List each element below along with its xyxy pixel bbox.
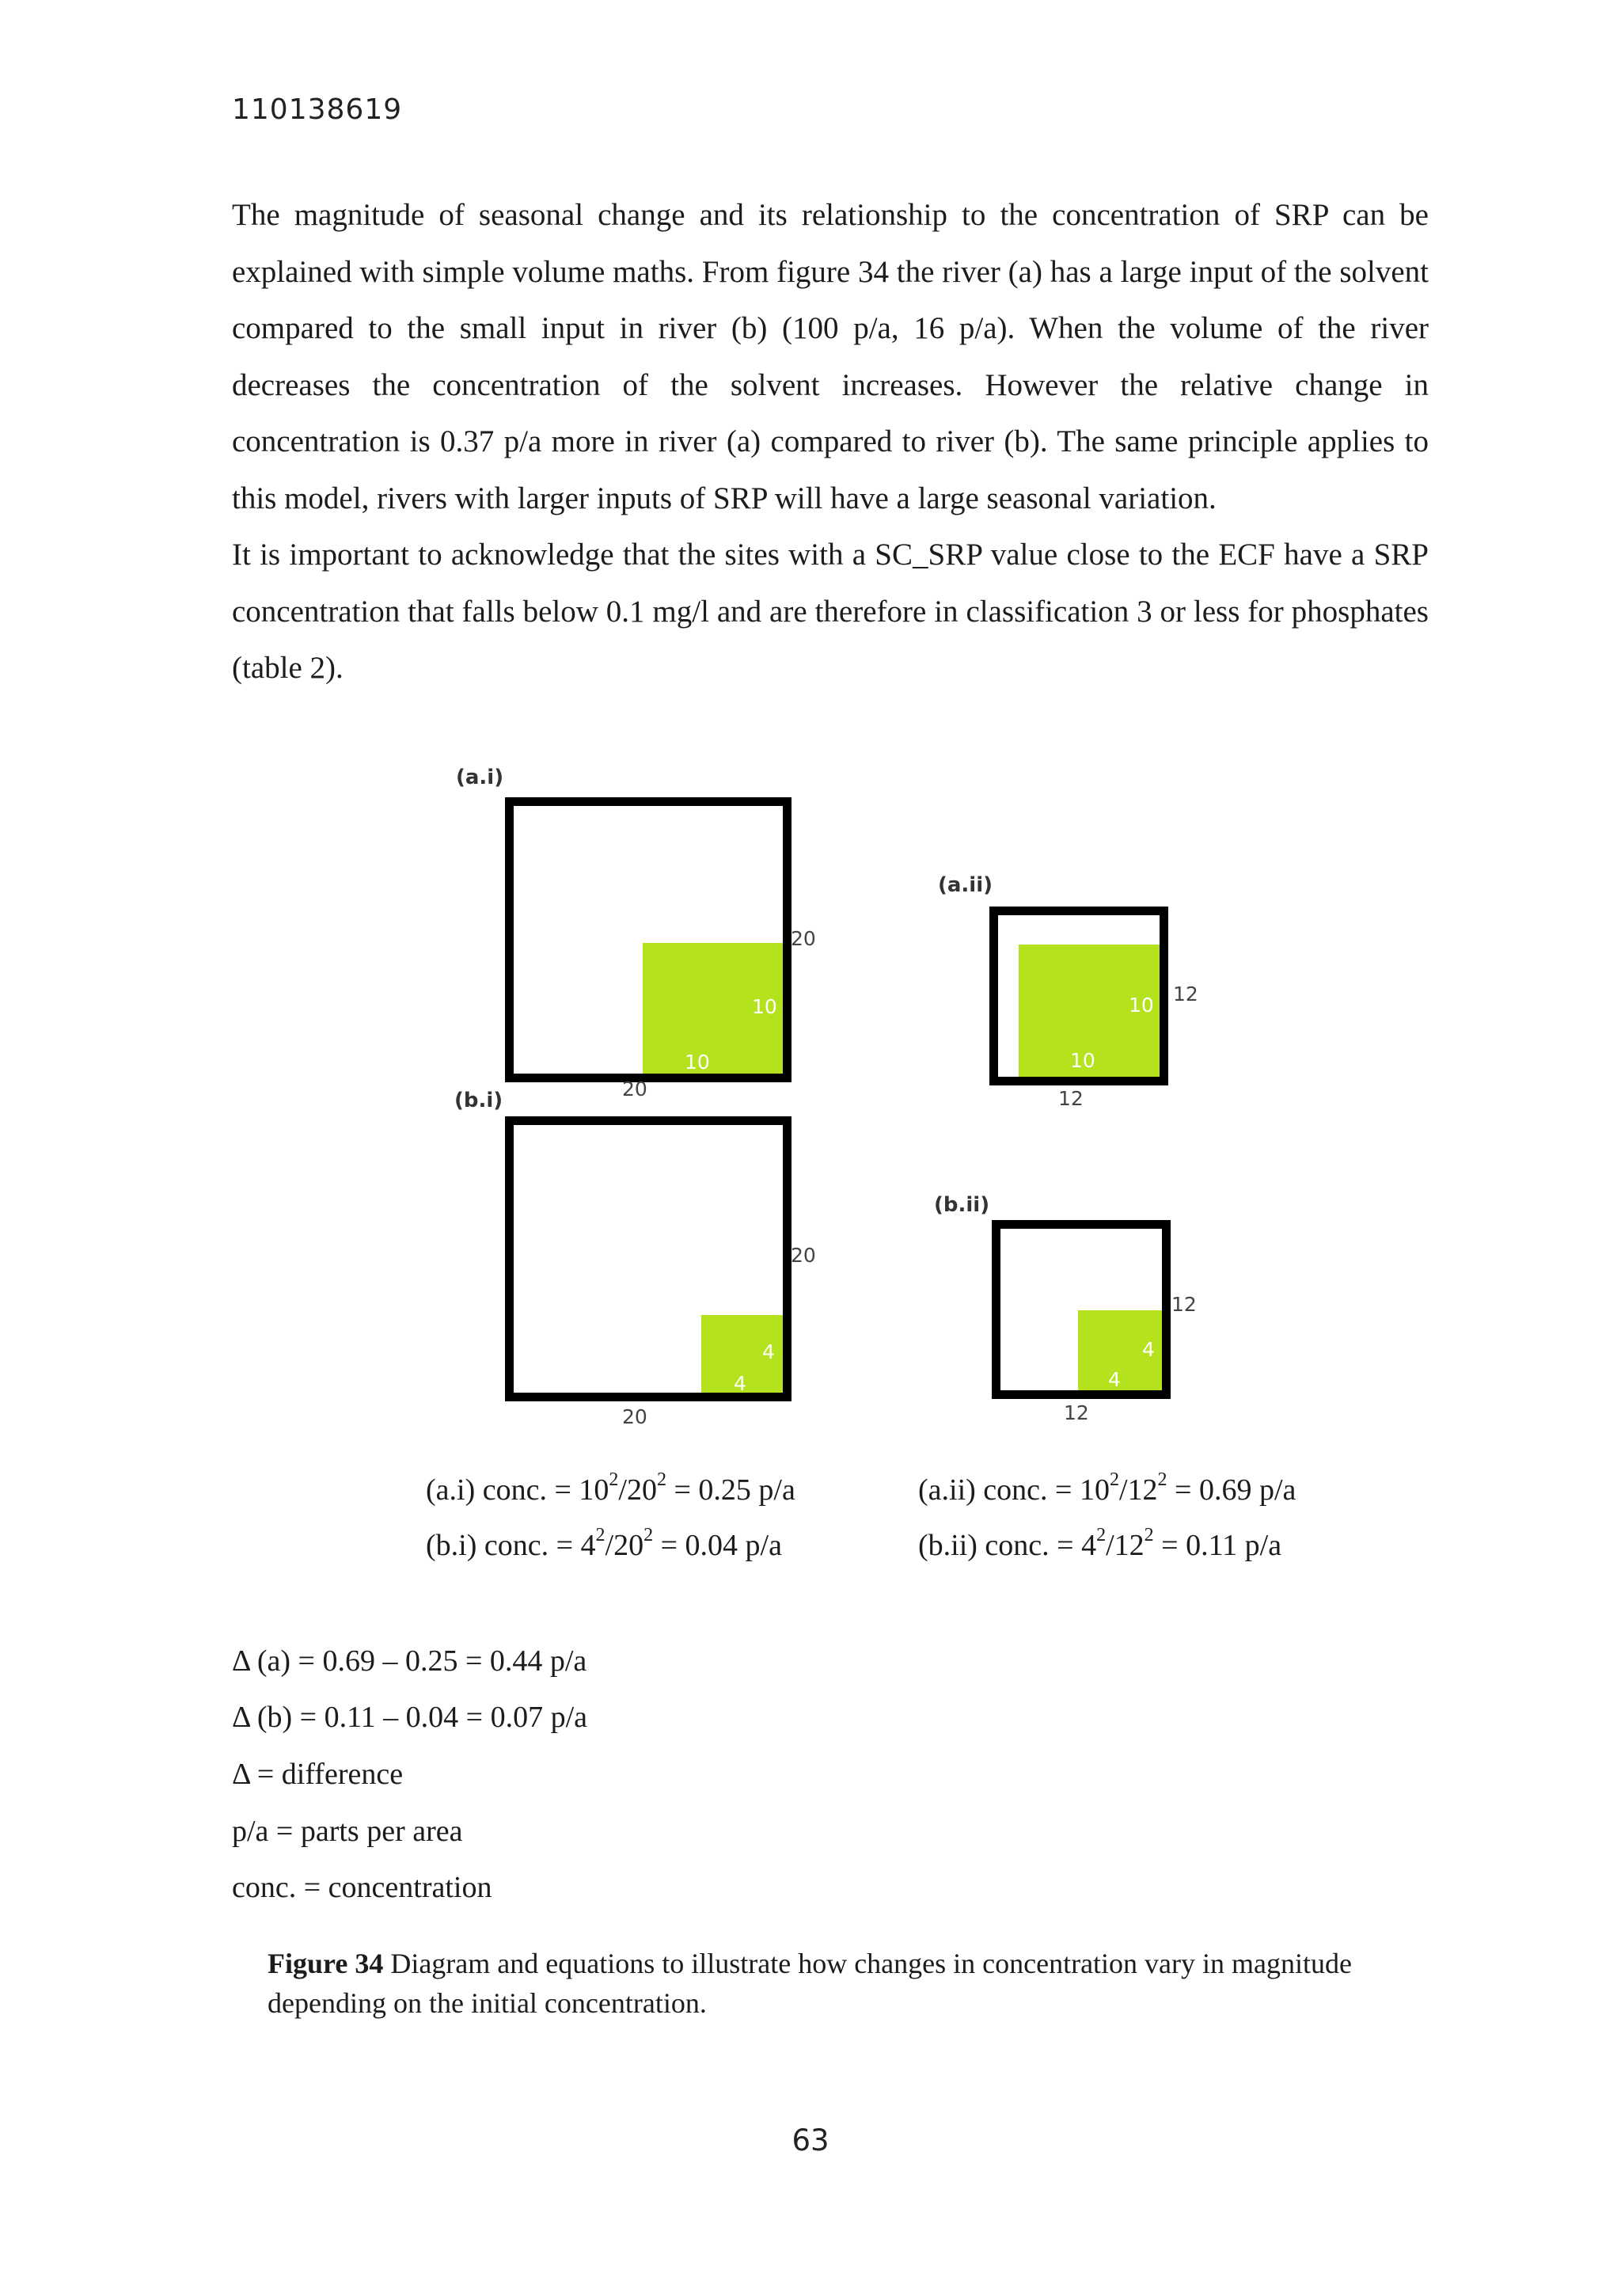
- outer-side-label-b-ii: 12: [1171, 1293, 1197, 1316]
- panel-label-b-ii: (b.ii): [934, 1193, 990, 1217]
- panel-label-a-ii: (a.ii): [938, 873, 993, 897]
- conc-definition: conc. = concentration: [232, 1871, 492, 1904]
- outer-bottom-label-a-ii: 12: [1058, 1087, 1084, 1110]
- inner-side-label-b-i: 4: [762, 1340, 775, 1363]
- caption-text: Diagram and equations to illustrate how changes in concentration vary in magnitude depending on the initial concentration.: [268, 1948, 1352, 2019]
- inner-bottom-label-a-i: 10: [685, 1051, 710, 1074]
- body-text: [232, 187, 1429, 697]
- inner-side-label-b-ii: 4: [1142, 1338, 1155, 1361]
- outer-bottom-label-b-ii: 12: [1064, 1401, 1089, 1424]
- inner-bottom-label-b-ii: 4: [1108, 1368, 1121, 1391]
- equation-b-ii: (b.ii) conc. = $4^2/12^2 = 0.11$ p/a: [918, 1525, 1282, 1562]
- inner-bottom-label-b-i: 4: [734, 1372, 746, 1395]
- panel-label-a-i: (a.i): [456, 766, 504, 789]
- page-number: 63: [792, 2123, 829, 2157]
- inner-side-label-a-ii: 10: [1129, 994, 1154, 1017]
- outer-bottom-label-b-i: 20: [622, 1405, 647, 1428]
- inner-side-label-a-i: 10: [752, 995, 777, 1018]
- outer-side-label-a-ii: 12: [1173, 983, 1198, 1005]
- delta-b-line: Δ (b) = 0.11 – 0.04 = 0.07 p/a: [232, 1701, 588, 1734]
- outer-bottom-label-a-i: 20: [622, 1078, 647, 1100]
- caption-label: Figure 34: [268, 1948, 384, 1979]
- figure-caption: [268, 1944, 1423, 2023]
- paragraph: It is important to acknowledge that the sites with a SC_SRP value close to the ECF have a SRP concentration that falls below 0.1 mg/l and are therefore in classification 3 or less for phosphates (table 2).: [232, 538, 1429, 685]
- delta-a-line: Δ (a) = 0.69 – 0.25 = 0.44 p/a: [232, 1644, 587, 1678]
- figure-34-diagram: [443, 756, 1219, 1428]
- panel-label-b-i: (b.i): [454, 1089, 503, 1112]
- pa-definition: p/a = parts per area: [232, 1815, 463, 1848]
- paragraph: The magnitude of seasonal change and its relationship to the concentration of SRP can be explained with simple volume maths. From figure 34 the river (a) has a large input of the solvent compared to the small input in river (b) (100 p/a, 16 p/a). When the volume of the river decreases the concentration of the solvent increases. However the relative change in concentration is 0.37 p/a more in river (a) compared to river (b). The same principle applies to this model, rivers with larger inputs of SRP will have a large seasonal variation.: [232, 198, 1429, 515]
- inner-bottom-label-a-ii: 10: [1070, 1049, 1095, 1072]
- equation-a-i: (a.i) conc. = $10^2/20^2 = 0.25$ p/a: [426, 1469, 795, 1507]
- outer-side-label-a-i: 20: [791, 927, 816, 950]
- outer-side-label-b-i: 20: [791, 1244, 816, 1267]
- document-id: 110138619: [232, 93, 403, 126]
- delta-definition: Δ = difference: [232, 1758, 404, 1791]
- equation-a-ii: (a.ii) conc. = $10^2/12^2 = 0.69$ p/a: [918, 1469, 1296, 1507]
- equation-b-i: (b.i) conc. = $4^2/20^2 = 0.04$ p/a: [426, 1525, 782, 1562]
